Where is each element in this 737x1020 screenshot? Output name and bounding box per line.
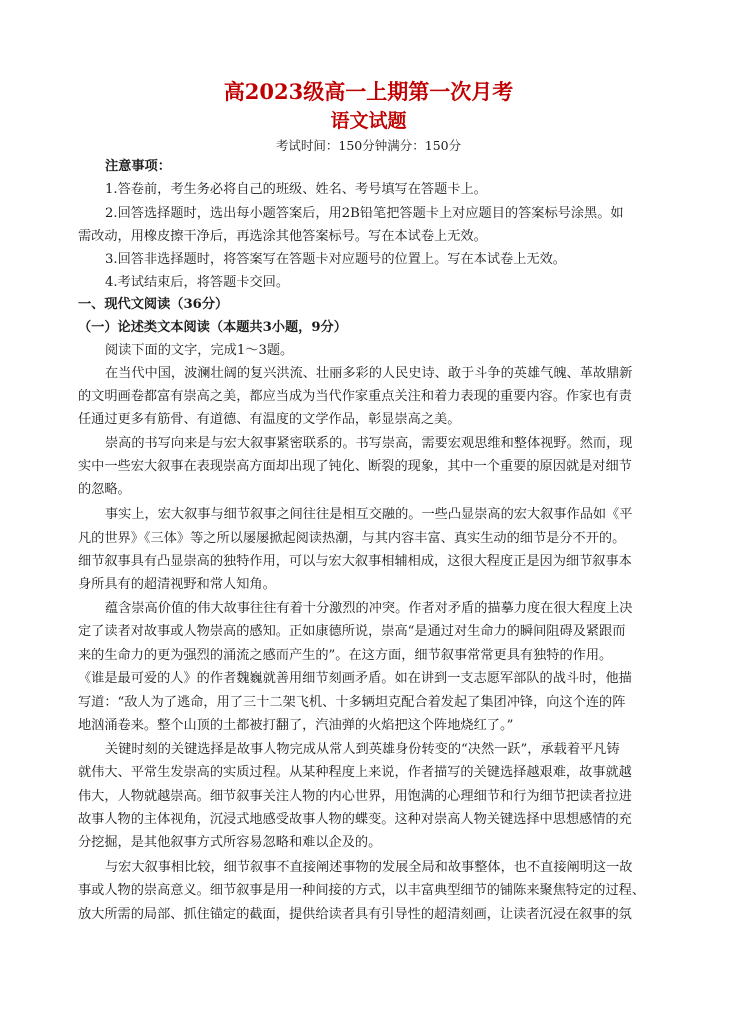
passage-line: 事或人物的崇高意义。细节叙事是用一种间接的方式，以丰富典型细节的铺陈来聚焦特定的过程、: [78, 883, 646, 898]
notes-line: 2.回答选择题时，选出每小题答案后，用2B铅笔把答题卡上对应题目的答案标号涂黑。如: [105, 206, 624, 221]
passage-line: 定了读者对故事或人物崇高的感知。正如康德所说，崇高“是通过对生命力的瞬间阻碍及紧跟而: [78, 624, 626, 639]
passage-line: 写道：“敌人为了逃命，用了三十二架飞机、十多辆坦克配合着发起了集团冲锋，向这个连的阵: [78, 695, 626, 710]
notes-line: 需改动，用橡皮擦干净后，再选涂其他答案标号。写在本试卷上无效。: [78, 229, 487, 244]
passage-line: 任通过更多有筋骨、有道德、有温度的文学作品，彰显崇高之美。: [78, 412, 461, 427]
passage-line: 事实上，宏大叙事与细节叙事之间往往是相互交融的。一些凸显崇高的宏大叙事作品如《平: [105, 507, 633, 522]
passage-line: 的文明画卷都富有崇高之美，都应当成为当代作家重点关注和着力表现的重要内容。作家也有责: [78, 389, 632, 404]
passage-line: 地汹涌卷来。整个山顶的土都被打翻了，汽油弹的火焰把这个阵地烧红了。”: [78, 718, 514, 733]
exam-info: 考试时间：150分钟满分：150分: [275, 138, 462, 153]
notes-line: 3.回答非选择题时，将答案写在答题卡对应题号的位置上。写在本试卷上无效。: [105, 252, 566, 267]
passage-line: 实中一些宏大叙事在表现崇高方面却出现了钝化、断裂的现象，其中一个重要的原因就是对细节: [78, 459, 632, 474]
passage-line: 放大所需的局部、抓住锚定的截面，提供给读者具有引导性的超清刻画，让读者沉浸在叙事的氛: [78, 907, 632, 922]
passage-line: 来的生命力的更为强烈的涌流之感而产生的”。在这方面，细节叙事常常更具有独特的作用。: [78, 648, 613, 663]
passage-line: 伟大，人物就越崇高。细节叙事关注人物的内心世界，用饱满的心理细节和行为细节把读者拉进: [78, 789, 632, 804]
passage-line: 在当代中国，波澜壮阔的复兴洪流、壮丽多彩的人民史诗、敢于斗争的英雄气魄、革故鼎新: [105, 366, 633, 381]
reading-instruction: 阅读下面的文字，完成1～3题。: [105, 343, 294, 358]
notes-line: 1.答卷前，考生务必将自己的班级、姓名、考号填写在答题卡上。: [105, 182, 487, 197]
passage-line: 的忽略。: [78, 482, 131, 497]
passage-line: 细节叙事具有凸显崇高的独特作用，可以与宏大叙事相辅相成，这很大程度正是因为细节叙事本: [78, 554, 632, 569]
passage-line: 崇高的书写向来是与宏大叙事紧密联系的。书写崇高，需要宏观思维和整体视野。然而，现: [105, 436, 633, 451]
passage-line: 就伟大、平常生发崇高的实质过程。从某种程度上来说，作者描写的关键选择越艰难，故事就越: [78, 765, 632, 780]
passage-line: 分挖掘，是其他叙事方式所容易忽略和难以企及的。: [78, 835, 382, 850]
passage-line: 故事人物的主体视角，沉浸式地感受故事人物的蝶变。这种对崇高人物关键选择中思想感情的充: [78, 812, 632, 827]
subsection-heading: （一）论述类文本阅读（本题共3小题，9分）: [78, 320, 347, 335]
passage-line: 关键时刻的关键选择是故事人物完成从常人到英雄身份转变的“决然一跃”，承载着平凡铸: [105, 742, 620, 757]
notes-line: 4.考试结束后，将答题卡交回。: [105, 275, 290, 290]
passage-line: 身所具有的超清视野和常人知角。: [78, 577, 276, 592]
passage-line: 《谁是最可爱的人》的作者魏巍就善用细节刻画矛盾。如在讲到一支志愿军部队的战斗时，他描: [78, 671, 632, 686]
passage-line: 凡的世界》《三体》等之所以屡屡掀起阅读热潮，与其内容丰富、真实生动的细节是分不开的。: [78, 531, 626, 546]
passage-line: 蕴含崇高价值的伟大故事往往有着十分激烈的冲突。作者对矛盾的描摹力度在很大程度上决: [105, 601, 633, 616]
section-heading: 一、现代文阅读（36分）: [78, 297, 229, 312]
exam-subtitle: 语文试题: [330, 110, 407, 132]
passage-line: 与宏大叙事相比较，细节叙事不直接阐述事物的发展全局和故事整体，也不直接阐明这一故: [105, 860, 633, 875]
notes-heading: 注意事项：: [105, 159, 171, 174]
exam-title: 高2023级高一上期第一次月考: [223, 79, 514, 104]
